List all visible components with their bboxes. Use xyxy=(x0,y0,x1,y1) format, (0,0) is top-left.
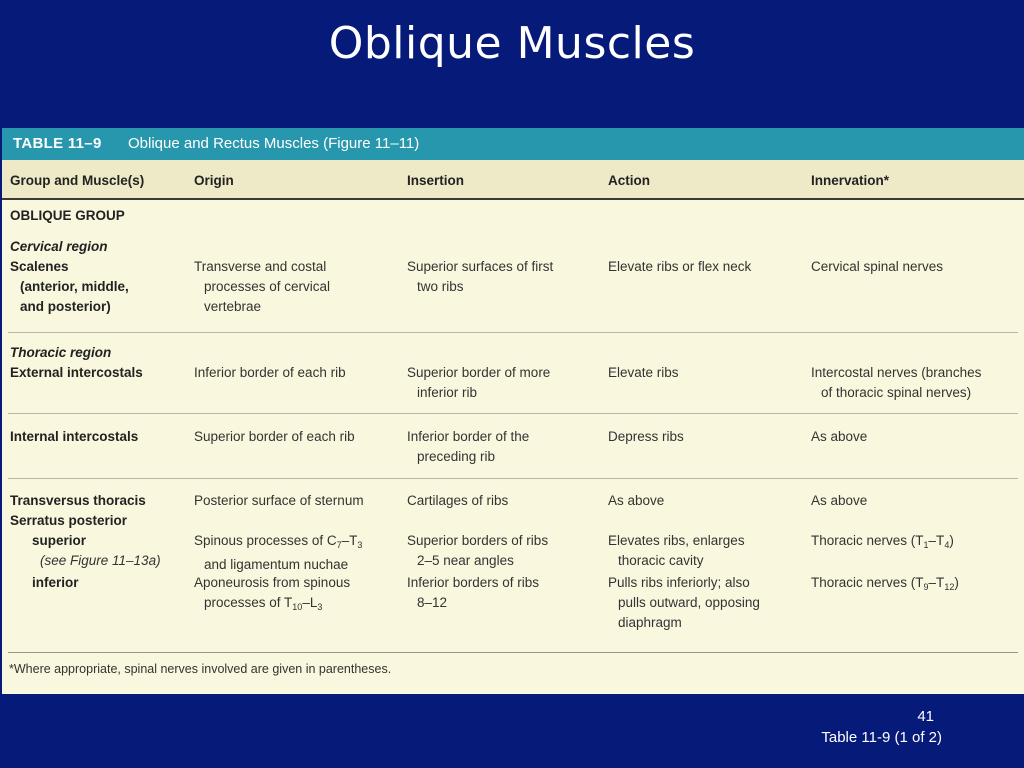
column-header-action: Action xyxy=(608,173,650,188)
action-text: thoracic cavity xyxy=(618,553,704,568)
action-cell: Depress ribs xyxy=(608,429,684,444)
table-row-transversus-thoracis: Transversus thoracis xyxy=(10,493,146,508)
table-row-scalenes xyxy=(10,257,129,317)
innervation-cell: Thoracic nerves $(T_1-T_4)$ xyxy=(811,533,954,550)
footnote-divider xyxy=(8,652,1018,653)
table-footnote: *Where appropriate, spinal nerves involved are given in parentheses. xyxy=(9,662,392,676)
column-header-group: Group and Muscle(s) xyxy=(10,173,145,188)
origin-text: processes of $T_{10}-L_3$ xyxy=(204,595,323,612)
origin-cell: Posterior surface of sternum xyxy=(194,493,364,508)
origin-cell xyxy=(194,573,350,617)
origin-text: Spinous processes of $C_7-T_3$ xyxy=(194,533,363,550)
table-number: TABLE 11–9 xyxy=(13,135,102,152)
column-header-origin: Origin xyxy=(194,173,234,188)
table-row-internal-intercostals: Internal intercostals xyxy=(10,429,139,444)
insertion-cell xyxy=(407,257,553,297)
table-row-external-intercostals: External intercostals xyxy=(10,365,143,380)
insertion-text: Superior borders of ribs xyxy=(407,533,549,548)
insertion-cell xyxy=(407,531,548,571)
insertion-cell xyxy=(407,363,550,403)
insertion-text: preceding rib xyxy=(417,449,496,464)
slide-title: Oblique Muscles xyxy=(328,18,696,69)
column-headers xyxy=(2,160,1024,200)
figure-reference: (see Figure 11–13a) xyxy=(40,553,161,568)
origin-cell: Superior border of each rib xyxy=(194,429,355,444)
muscle-name-detail: (anterior, middle, xyxy=(20,279,129,294)
serratus-superior-label xyxy=(10,531,161,571)
muscle-table xyxy=(2,128,1024,694)
insertion-text: 8–12 xyxy=(417,595,448,610)
action-text: pulls outward, opposing xyxy=(618,595,760,610)
action-text: Elevates ribs, enlarges xyxy=(608,533,745,548)
origin-text: vertebrae xyxy=(204,299,262,314)
insertion-cell: Cartilages of ribs xyxy=(407,493,509,508)
action-cell: As above xyxy=(608,493,665,508)
innervation-cell: Thoracic nerves $(T_9-T_{12})$ xyxy=(811,575,959,592)
table-reference: Table 11-9 (1 of 2) xyxy=(821,729,942,746)
thoracic-region-label: Thoracic region xyxy=(10,345,112,360)
origin-cell xyxy=(194,531,362,575)
serratus-inferior-label: inferior xyxy=(32,575,79,590)
insertion-text: Inferior borders of ribs xyxy=(407,575,540,590)
innervation-cell: Cervical spinal nerves xyxy=(811,259,944,274)
innervation-cell: As above xyxy=(811,493,868,508)
insertion-text: inferior rib xyxy=(417,385,478,400)
column-header-insertion: Insertion xyxy=(407,173,465,188)
action-cell: Elevate ribs or flex neck xyxy=(608,259,752,274)
table-header-bar xyxy=(2,128,1024,160)
cervical-region-label: Cervical region xyxy=(10,239,108,254)
table-caption: Oblique and Rectus Muscles (Figure 11–11) xyxy=(128,135,420,152)
column-header-innervation: Innervation* xyxy=(811,173,890,188)
action-text: Pulls ribs inferiorly; also xyxy=(608,575,750,590)
table-row-serratus-posterior: Serratus posterior xyxy=(10,513,128,528)
origin-cell: Inferior border of each rib xyxy=(194,365,346,380)
innervation-cell: As above xyxy=(811,429,868,444)
insertion-text: 2–5 near angles xyxy=(417,553,514,568)
muscle-name: superior xyxy=(32,533,87,548)
row-divider xyxy=(8,413,1018,414)
muscle-name-detail: and posterior) xyxy=(20,299,111,314)
action-cell xyxy=(608,531,745,571)
muscle-name: Scalenes xyxy=(10,259,69,274)
origin-text: Aponeurosis from spinous xyxy=(194,575,351,590)
insertion-text: two ribs xyxy=(417,279,464,294)
row-divider xyxy=(8,478,1018,479)
origin-text: and ligamentum nuchae xyxy=(204,557,349,572)
origin-cell xyxy=(194,257,330,317)
action-cell: Elevate ribs xyxy=(608,365,679,380)
action-text: diaphragm xyxy=(618,615,682,630)
insertion-text: Superior border of more xyxy=(407,365,551,380)
insertion-cell xyxy=(407,427,529,467)
group-label: OBLIQUE GROUP xyxy=(10,208,125,223)
page-number: 41 xyxy=(917,708,934,725)
origin-text: processes of cervical xyxy=(204,279,331,294)
innervation-text: Intercostal nerves (branches xyxy=(811,365,982,380)
insertion-text: Inferior border of the xyxy=(407,429,530,444)
insertion-text: Superior surfaces of first xyxy=(407,259,554,274)
row-divider xyxy=(8,332,1018,333)
innervation-text: of thoracic spinal nerves) xyxy=(821,385,972,400)
action-cell xyxy=(608,573,760,633)
insertion-cell xyxy=(407,573,539,613)
origin-text: Transverse and costal xyxy=(194,259,327,274)
innervation-cell xyxy=(811,363,981,403)
